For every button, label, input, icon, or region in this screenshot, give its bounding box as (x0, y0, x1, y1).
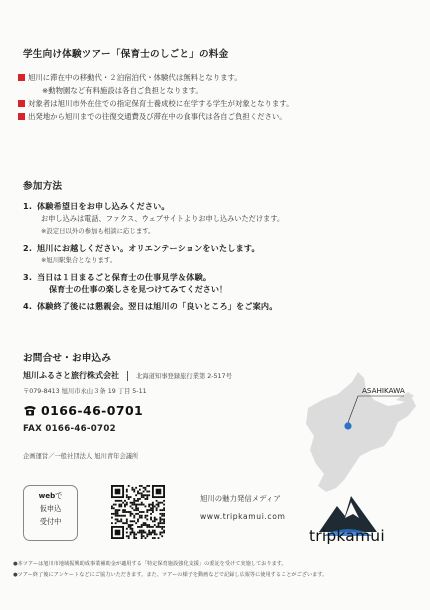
fee-item-text: 旭川に滞在中の移動代・２泊宿泊代・体験代は無料となります。 (28, 73, 242, 82)
fee-list (18, 71, 418, 123)
step-text: 旭川にお越しください。オリエンテーションをいたします。 (37, 242, 260, 253)
fee-item (18, 110, 418, 123)
media-tagline: 旭川の魅力発信メディア (200, 494, 281, 503)
step-number: 3. (23, 271, 33, 282)
fee-item (18, 97, 418, 110)
step-text: 当日は１日まるごと保育士の仕事見学＆体験。 (37, 271, 212, 282)
red-square-bullet (18, 113, 25, 120)
phone-icon (23, 405, 37, 416)
step-item (23, 200, 418, 213)
contact-section-title: お問合せ・お申込み (23, 353, 112, 364)
qr-code[interactable] (111, 485, 165, 539)
web-uketsuke: 受付中 (39, 517, 62, 526)
step-continuation: 保育士の仕事の楽しさを見つけてみてください！ (49, 284, 228, 294)
footnotes (13, 559, 423, 580)
step-text: 体験希望日をお申し込みください。 (37, 201, 170, 211)
step-number: 1. (23, 201, 33, 211)
web-label: web (38, 491, 56, 500)
footnote: ●本ツアーは旭川市地域振興助成事業補助金が適用する「特定保育施設強化支援」の委託を受けて実施しております。 (13, 561, 287, 567)
web-kari: 仮申込 (39, 504, 62, 513)
hokkaido-map (300, 370, 418, 495)
step-item (23, 242, 418, 255)
company-address: 〒079-8413 旭川市永山３条 19 丁目 5-11 (23, 388, 147, 395)
web-de: で (55, 491, 63, 500)
company-name: 旭川ふるさと旅行株式会社 (23, 371, 119, 380)
fax-number: FAX 0166-46-0702 (23, 424, 116, 434)
travel-license: 北海道知事登録旅行業第 2-517号 (136, 373, 232, 380)
organizer: 企画運営／一般社団法人 旭川青年会議所 (23, 453, 139, 460)
fee-item (18, 84, 418, 97)
media-url[interactable]: www.tripkamui.com (200, 512, 286, 521)
footnote: ●ツアー終了後にアンケートなどにご協力いただきます。また、ツアーの様子を動画などで記録し広報等に使用することがございます。 (13, 571, 328, 578)
step-item (23, 300, 418, 313)
red-square-bullet (18, 100, 25, 107)
apply-section-title: 参加方法 (23, 181, 63, 192)
asahikawa-marker (344, 422, 351, 429)
divider (127, 371, 128, 381)
logo-text: tripkamui (309, 527, 385, 545)
red-square-bullet (18, 74, 25, 81)
step-number: 4. (23, 300, 33, 311)
fee-item-text: 出発地から旭川までの往復交通費及び滞在中の食事代は各自ご負担ください。 (28, 112, 287, 121)
fee-item-text: ※動物園など有料施設は各自ご負担となります。 (42, 86, 203, 95)
phone-number[interactable]: 0166-46-0701 (41, 403, 144, 418)
apply-steps (23, 200, 418, 316)
fee-item (18, 71, 418, 84)
fee-section-title: 学生向け体験ツアー「保育士のしごと」の料金 (23, 49, 229, 60)
map-label: ASAHIKAWA (362, 386, 405, 395)
fee-item-text: 対象者は旭川市外在住での指定保育士養成校に在学する学生が対象となります。 (28, 99, 294, 108)
step-note: お申し込みは電話、ファクス、ウェブサイトよりお申し込みいただけます。 (41, 213, 285, 223)
step-number: 2. (23, 242, 33, 253)
web-apply-box[interactable] (23, 485, 78, 541)
step-item (23, 271, 418, 284)
step-note: ※設定日以外の参加も相談に応じます。 (41, 227, 155, 235)
step-note: ※旭川駅集合となります。 (41, 256, 117, 264)
step-text: 体験終了後には懇親会。翌日は旭川の「良いところ」をご案内。 (37, 300, 278, 311)
